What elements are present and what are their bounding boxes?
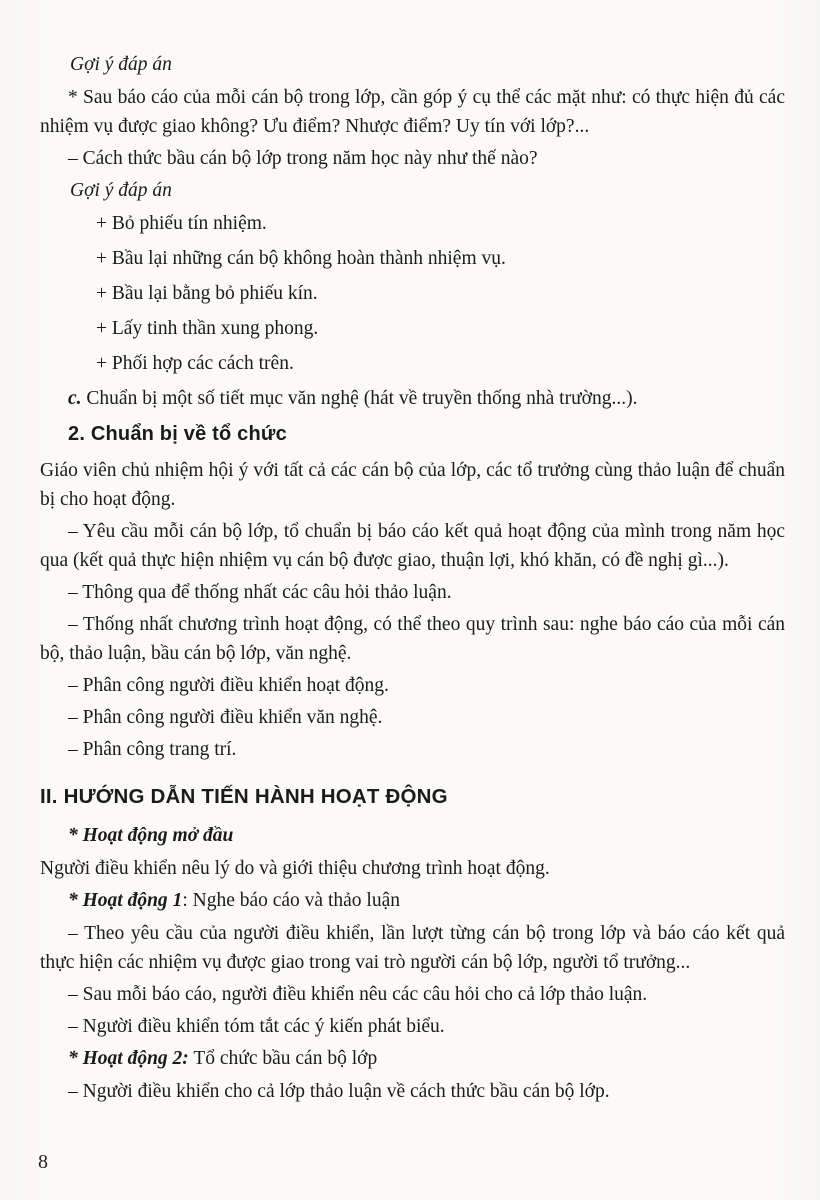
dash-item-summary-opinions: – Người điều khiển tóm tắt các ý kiến phát biểu. (68, 1016, 445, 1037)
activity-2-label: * Hoạt động 2: (68, 1048, 189, 1069)
activity-2-title: Tổ chức bầu cán bộ lớp (188, 1048, 378, 1069)
page-content (40, 50, 785, 1106)
hint-answer-label-1: Gợi ý đáp án (70, 54, 172, 75)
activity-1-label: * Hoạt động 1 (68, 890, 183, 911)
dash-item-discussion-questions: – Sau mỗi báo cáo, người điều khiển nêu các câu hỏi cho cả lớp thảo luận. (68, 984, 648, 1005)
paragraph-teacher-meeting: Giáo viên chủ nhiệm hội ý với tất cả các cán bộ của lớp, các tổ trưởng cùng thảo luận để chuẩn bị cho hoạt động. (40, 460, 785, 510)
page-number: 8 (38, 1151, 48, 1173)
item-c-text: Chuẩn bị một số tiết mục văn nghệ (hát về truyền thống nhà trường...). (81, 388, 638, 409)
activity-opening-label (68, 821, 785, 850)
activity-1-title: : Nghe báo cáo và thảo luận (182, 890, 400, 911)
dash-item-report-sequence: – Theo yêu cầu của người điều khiển, lần lượt từng cán bộ trong lớp và báo cáo kết quả thực hiện các nhiệm vụ được giao trong vai trò người cán bộ lớp, người tổ trưởng... (40, 923, 785, 973)
dash-item-assign-music: – Phân công người điều khiển văn nghệ. (68, 707, 383, 728)
list-item-plus-4: + Lấy tinh thần xung phong. (96, 318, 319, 339)
dash-item-report-request: – Yêu cầu mỗi cán bộ lớp, tổ chuẩn bị báo cáo kết quả hoạt động của mình trong năm học qua (kết quả thực hiện nhiệm vụ cán bộ được giao, thuận lợi, khó khăn, có đề nghị gì...). (40, 521, 785, 571)
item-c-label: c. (68, 388, 82, 409)
hint-answer-label-2: Gợi ý đáp án (70, 180, 172, 201)
item-c-paragraph (40, 384, 785, 413)
dash-item-agree-questions: – Thông qua để thống nhất các câu hỏi thảo luận. (68, 582, 452, 603)
paragraph-report-feedback: * Sau báo cáo của mỗi cán bộ trong lớp, cần góp ý cụ thể các mặt như: có thực hiện đủ các nhiệm vụ được giao không? Ưu điểm? Nhược điểm? Uy tín với lớp?... (40, 87, 785, 137)
activity-1-line (68, 886, 785, 915)
section-heading-guidance: II. HƯỚNG DẪN TIẾN HÀNH HOẠT ĐỘNG (40, 785, 448, 808)
list-item-plus-1: + Bỏ phiếu tín nhiệm. (96, 213, 267, 234)
activity-2-line (68, 1044, 785, 1073)
list-item-plus-3: + Bầu lại bằng bỏ phiếu kín. (96, 283, 318, 304)
question-election-method: – Cách thức bầu cán bộ lớp trong năm học này như thế nào? (68, 148, 538, 169)
list-item-plus-2: + Bầu lại những cán bộ không hoàn thành nhiệm vụ. (96, 248, 506, 269)
paragraph-host-introduction: Người điều khiển nêu lý do và giới thiệu chương trình hoạt động. (40, 858, 550, 879)
dash-item-program-agreement: – Thống nhất chương trình hoạt động, có thể theo quy trình sau: nghe báo cáo của mỗi cán bộ, thảo luận, bầu cán bộ lớp, văn nghệ. (40, 614, 785, 664)
dash-item-assign-decoration: – Phân công trang trí. (68, 739, 237, 760)
dash-item-assign-host: – Phân công người điều khiển hoạt động. (68, 675, 389, 696)
heading-preparation-organization: 2. Chuẩn bị về tổ chức (68, 423, 287, 445)
activity-opening-title: * Hoạt động mở đầu (68, 825, 234, 846)
dash-item-final-discussion: – Người điều khiển cho cả lớp thảo luận về cách thức bầu cán bộ lớp. (68, 1081, 610, 1102)
list-item-plus-5: + Phối hợp các cách trên. (96, 353, 294, 374)
